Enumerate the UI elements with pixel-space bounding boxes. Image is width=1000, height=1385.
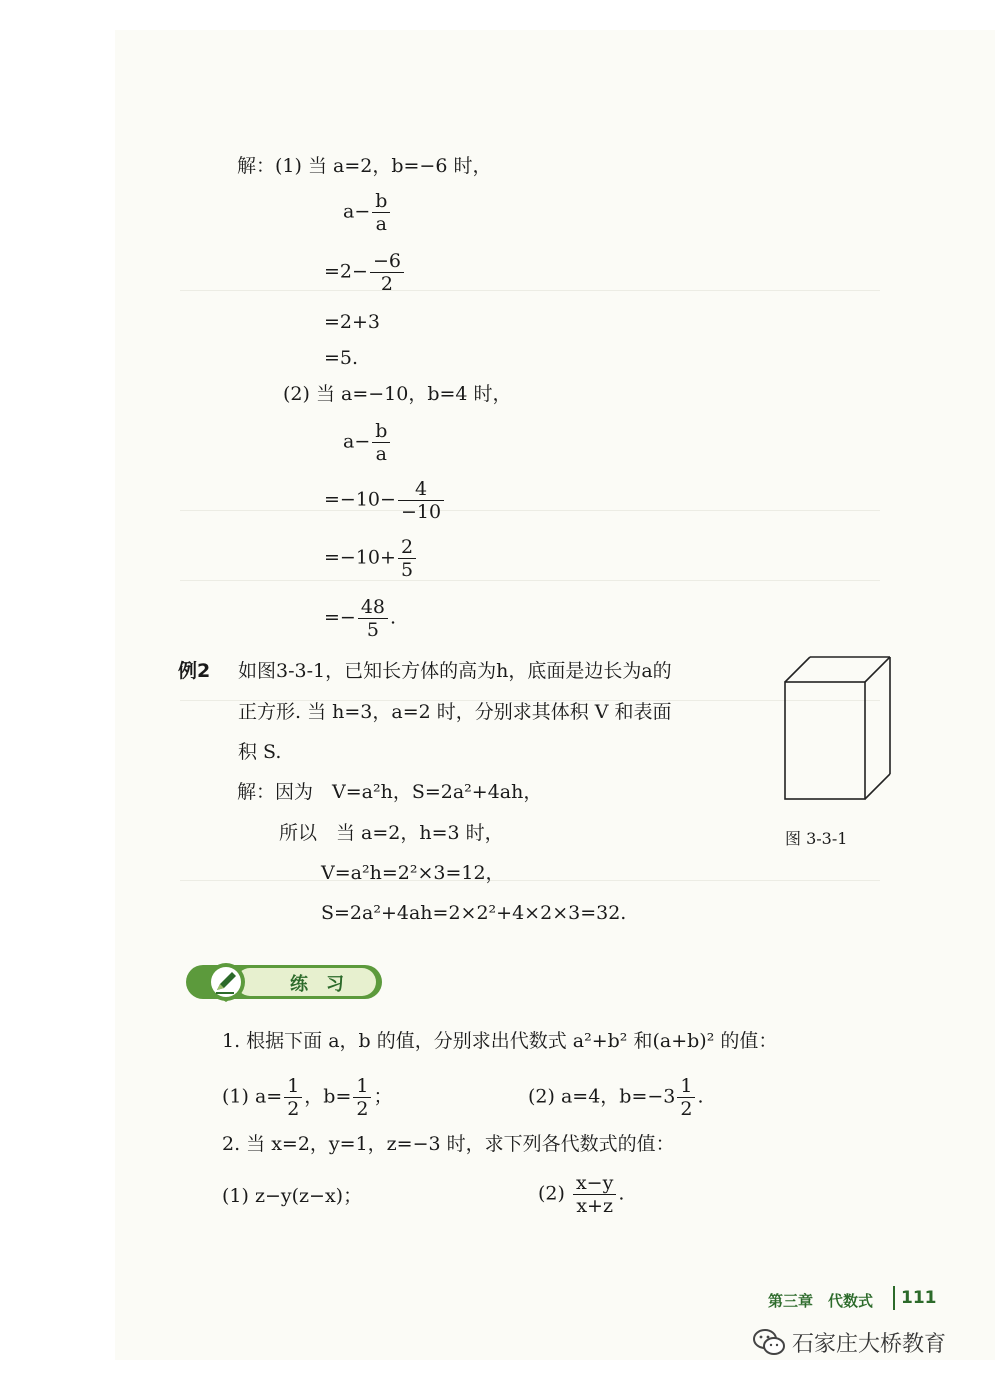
practice-title: 练 习	[290, 974, 344, 995]
practice-q2-part2: (2) $\frac{x-y}{x+z}$ .	[538, 1172, 625, 1217]
chapter-label: 第三章 代数式	[768, 1292, 874, 1310]
practice-question-1: 1. 根据下面 a，b 的值，分别求出代数式 a²+b² 和(a+b)² 的值：	[222, 1030, 778, 1052]
practice-banner	[176, 962, 384, 1002]
bleed-line	[180, 580, 880, 581]
expr-a-minus-b-over-a: a− $\frac{b}{a}$	[343, 420, 392, 465]
part1-heading: 解：(1) 当 a=2，b=−6 时，	[237, 155, 492, 177]
expr-a-minus-b-over-a: a− $\frac{b}{a}$	[343, 190, 392, 235]
solution-line: V=a²h=2²×3=12，	[321, 862, 505, 884]
solution-line: 所以 当 a=2，h=3 时，	[279, 822, 504, 844]
bleed-line	[180, 880, 880, 881]
example-label: 例2	[178, 660, 211, 682]
example-text: 如图3-3-1，已知长方体的高为h，底面是边长为a的	[238, 660, 672, 682]
page-number: 111	[901, 1288, 937, 1308]
cuboid-figure	[780, 652, 900, 812]
solution-line: 解：因为 V=a²h，S=2a²+4ah，	[237, 781, 543, 803]
practice-question-2: 2. 当 x=2，y=1，z=−3 时，求下列各代数式的值：	[222, 1133, 675, 1155]
practice-q1-part1: (1) a= $\frac{1}{2}$ ，b= $\frac{1}{2}$ ；	[222, 1075, 393, 1120]
bleed-line	[180, 510, 880, 511]
equation-line: =2− $\frac{-6}{2}$	[324, 250, 406, 295]
equation-line: =−10+ $\frac{2}{5}$	[324, 536, 418, 581]
solution-line: S=2a²+4ah=2×2²+4×2×3=32.	[321, 902, 627, 924]
example-text: 积 S.	[238, 741, 282, 763]
wechat-icon	[752, 1328, 786, 1356]
bleed-line	[180, 290, 880, 291]
equation-line: =2+3	[324, 311, 381, 333]
practice-q2-part1: (1) z−y(z−x)；	[222, 1185, 363, 1207]
equation-line: =−10− $\frac{4}{-10}$	[324, 478, 446, 523]
part2-heading: (2) 当 a=−10，b=4 时，	[283, 383, 512, 405]
practice-q1-part2: (2) a=4，b=−3 $\frac{1}{2}$ .	[528, 1075, 704, 1120]
equation-line: =5.	[324, 347, 359, 369]
figure-caption: 图 3-3-1	[785, 829, 848, 848]
footer-divider	[893, 1286, 895, 1310]
watermark-text: 石家庄大桥教育	[792, 1332, 947, 1357]
equation-line: =− $\frac{48}{5}$ .	[324, 596, 397, 641]
example-text: 正方形. 当 h=3，a=2 时，分别求其体积 V 和表面	[238, 701, 672, 723]
